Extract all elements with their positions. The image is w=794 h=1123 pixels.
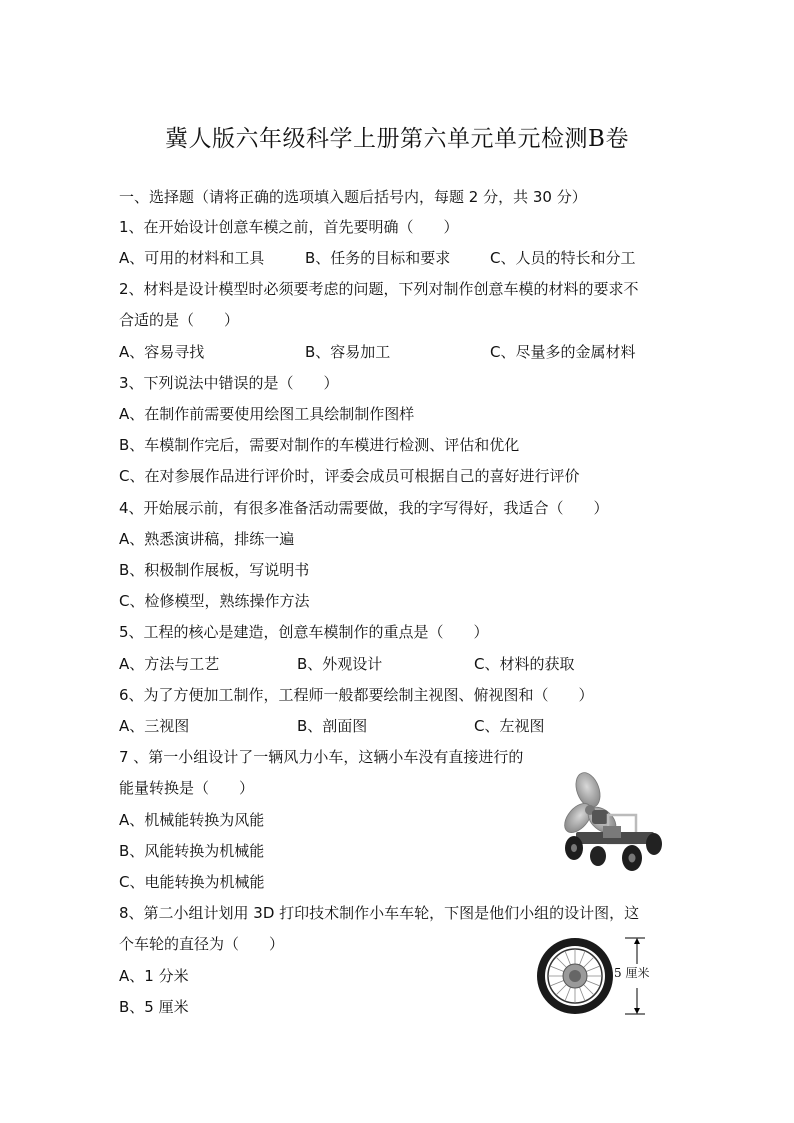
question-5-option-c: C、材料的获取 bbox=[474, 655, 575, 673]
question-4-option-a: A、熟悉演讲稿，排练一遍 bbox=[119, 530, 295, 548]
question-7-option-b: B、风能转换为机械能 bbox=[119, 842, 265, 860]
document-title: 冀人版六年级科学上册第六单元单元检测B卷 bbox=[165, 126, 629, 152]
question-3-stem: 3、下列说法中错误的是（ ） bbox=[119, 374, 339, 392]
question-5-stem: 5、工程的核心是建造，创意车模制作的重点是（ ） bbox=[119, 623, 489, 641]
question-8-option-a: A、1 分米 bbox=[119, 967, 189, 985]
question-4-option-b: B、积极制作展板，写说明书 bbox=[119, 561, 310, 579]
question-6-stem: 6、为了方便加工制作，工程师一般都要绘制主视图、俯视图和（ ） bbox=[119, 686, 594, 704]
question-7-option-a: A、机械能转换为风能 bbox=[119, 811, 265, 829]
question-5-option-b: B、外观设计 bbox=[297, 655, 383, 673]
question-2-option-a: A、容易寻找 bbox=[119, 343, 205, 361]
question-2-stem-line-2: 合适的是（ ） bbox=[119, 311, 240, 329]
question-3-option-b: B、车模制作完后，需要对制作的车模进行检测、评估和优化 bbox=[119, 436, 520, 454]
question-2-stem-line-1: 2、材料是设计模型时必须要考虑的问题，下列对制作创意车模的材料的要求不 bbox=[119, 280, 639, 298]
question-7-stem-line-2: 能量转换是（ ） bbox=[119, 779, 255, 797]
question-2-option-c: C、尽量多的金属材料 bbox=[490, 343, 636, 361]
question-4-option-c: C、检修模型，熟练操作方法 bbox=[119, 592, 310, 610]
question-1-option-b: B、任务的目标和要求 bbox=[305, 249, 451, 267]
question-8-stem-line-2: 个车轮的直径为（ ） bbox=[119, 935, 285, 953]
question-1-stem: 1、在开始设计创意车模之前，首先要明确（ ） bbox=[119, 218, 459, 236]
question-7-option-c: C、电能转换为机械能 bbox=[119, 873, 265, 891]
question-3-option-c: C、在对参展作品进行评价时，评委会成员可根据自己的喜好进行评价 bbox=[119, 467, 580, 485]
question-3-option-a: A、在制作前需要使用绘图工具绘制制作图样 bbox=[119, 405, 415, 423]
question-1-option-c: C、人员的特长和分工 bbox=[490, 249, 636, 267]
question-8-stem-line-1: 8、第二小组计划用 3D 打印技术制作小车车轮，下图是他们小组的设计图，这 bbox=[119, 904, 640, 922]
wheel-diameter-label: 5 厘米 bbox=[614, 966, 650, 980]
question-8-option-b: B、5 厘米 bbox=[119, 998, 189, 1016]
question-7-stem-line-1: 7 、第一小组设计了一辆风力小车，这辆小车没有直接进行的 bbox=[119, 748, 524, 766]
question-6-option-c: C、左视图 bbox=[474, 717, 545, 735]
question-6-option-a: A、三视图 bbox=[119, 717, 190, 735]
question-5-option-a: A、方法与工艺 bbox=[119, 655, 220, 673]
question-2-option-b: B、容易加工 bbox=[305, 343, 391, 361]
section-heading: 一、选择题（请将正确的选项填入题后括号内，每题 2 分，共 30 分） bbox=[119, 188, 587, 206]
question-1-option-a: A、可用的材料和工具 bbox=[119, 249, 265, 267]
question-6-option-b: B、剖面图 bbox=[297, 717, 368, 735]
wind-powered-car-image bbox=[558, 770, 668, 878]
question-4-stem: 4、开始展示前，有很多准备活动需要做，我的字写得好，我适合（ ） bbox=[119, 499, 609, 517]
